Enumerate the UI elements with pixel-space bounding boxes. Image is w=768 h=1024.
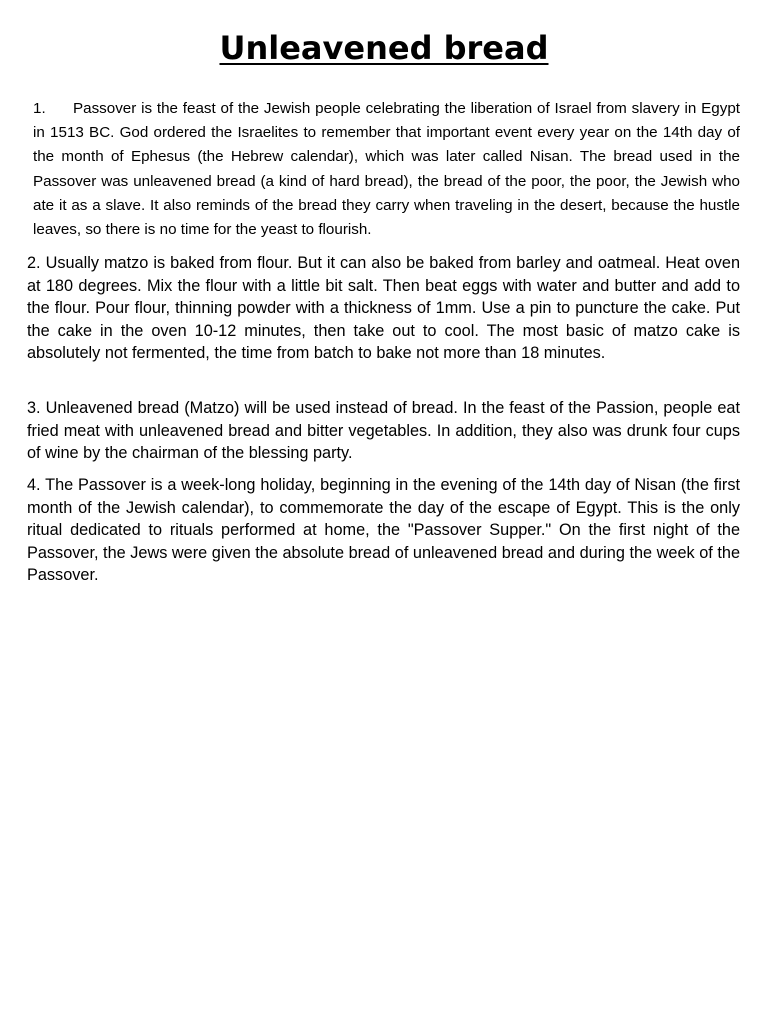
paragraph-1-number: 1. — [33, 100, 46, 117]
paragraph-3: 3. Unleavened bread (Matzo) will be used instead of bread. In the feast of the Passion, people eat fried meat with unleavened bread and bitter vegetables. In addition, they also was drunk four cups of wine by the chairman of the blessing party. — [27, 399, 740, 463]
paragraph-4: 4. The Passover is a week-long holiday, beginning in the evening of the 14th day of Nisan (the first month of the Jewish calendar), to commemorate the day of the escape of Egypt. This is the only ritual dedicated to rituals performed at home, the "Passover Supper." On the first night of the Passover, the Jews were given the absolute bread of unleavened bread and during the week of the Passover. — [27, 476, 740, 585]
paragraph-2: 2. Usually matzo is baked from flour. But it can also be baked from barley and oatmeal. Heat oven at 180 degrees. Mix the flour with a little bit salt. Then beat eggs with water and butter and add to the flour. Pour flour, thinning powder with a thickness of 1mm. Use a pin to puncture the cake. Put the cake in the oven 10-12 minutes, then take out to cool. The most basic of matzo cake is absolutely not fermented, the time from batch to bake not more than 18 minutes. — [27, 254, 740, 363]
paragraph-1 — [33, 97, 740, 242]
paragraph-1-text: Passover is the feast of the Jewish people celebrating the liberation of Israel from slavery in Egypt in 1513 BC. God ordered the Israelites to remember that important event every year on the 14th day of the month of Ephesus (the Hebrew calendar), which was later called Nisan. The bread used in the Passover was unleavened bread (a kind of hard bread), the bread of the poor, the poor, the Jewish who ate it as a slave. It also reminds of the bread they carry when traveling in the desert, because the hustle leaves, so there is no time for the yeast to flourish. — [33, 100, 740, 239]
document-title: Unleavened bread — [219, 29, 549, 67]
